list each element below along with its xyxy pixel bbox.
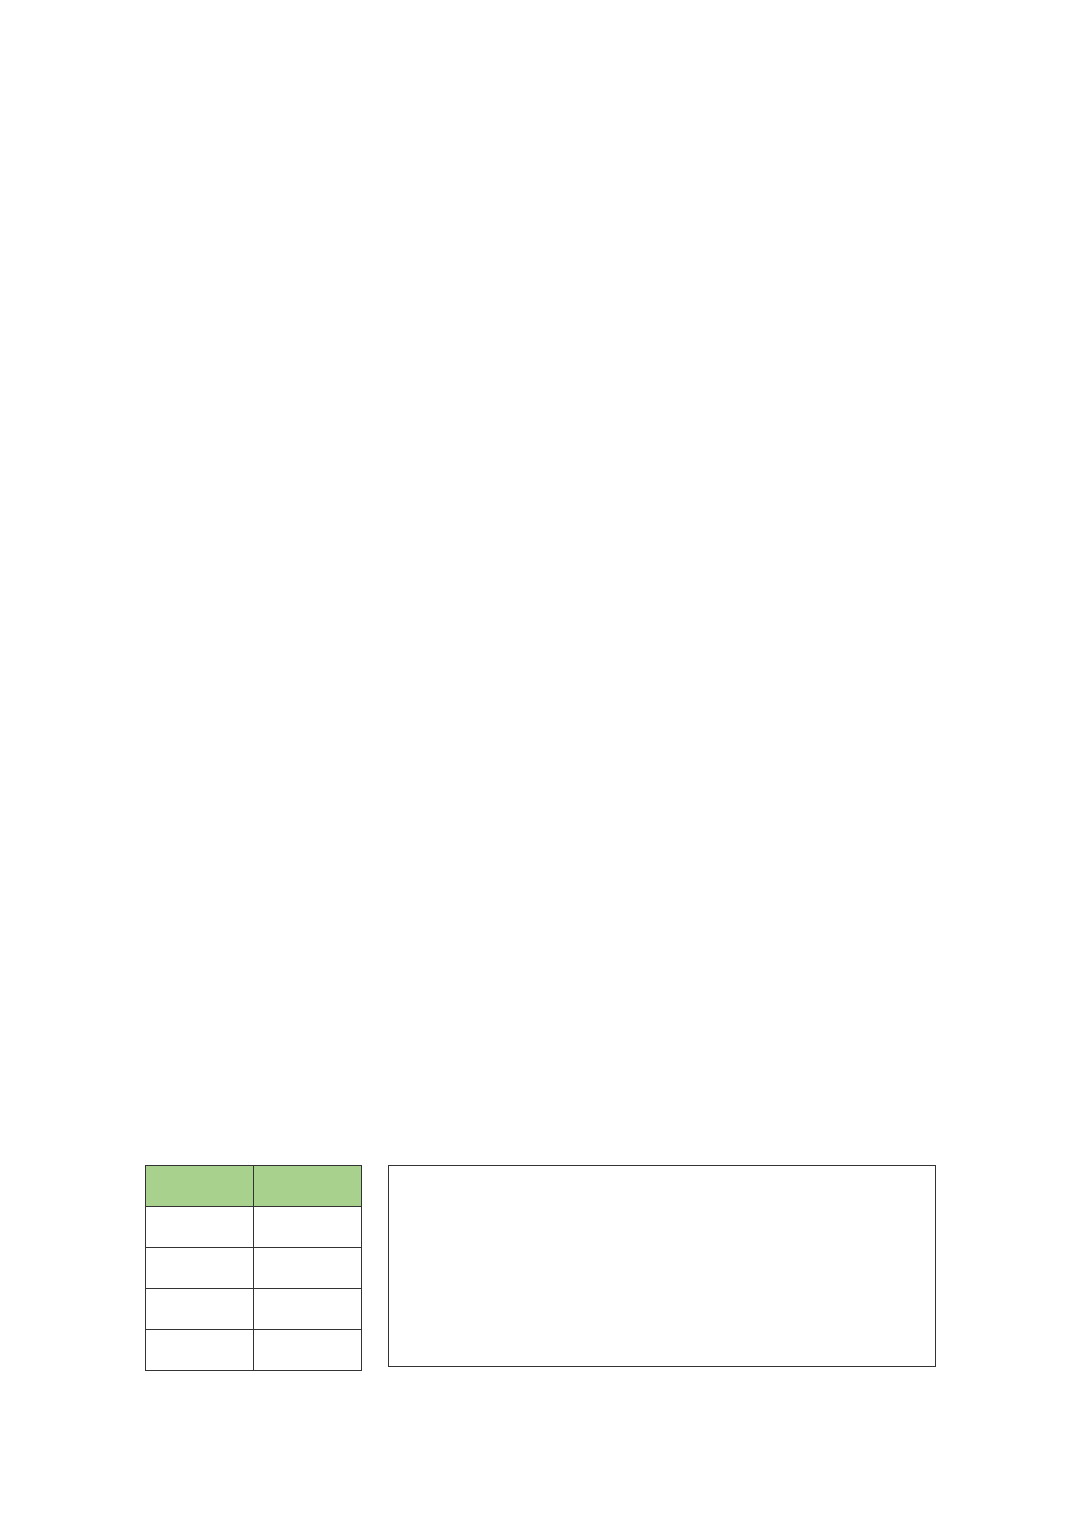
table-9 (145, 1165, 362, 1371)
table-row (146, 1207, 362, 1248)
table-header-cell (254, 1166, 362, 1207)
table-cell (254, 1330, 362, 1371)
table-cell (254, 1289, 362, 1330)
table-cell (254, 1207, 362, 1248)
table-row (146, 1248, 362, 1289)
table-row (146, 1289, 362, 1330)
table-cell (254, 1248, 362, 1289)
table-header-row (146, 1166, 362, 1207)
interview-box (388, 1165, 936, 1367)
table-row (146, 1330, 362, 1371)
table-cell (146, 1207, 254, 1248)
table-cell (146, 1330, 254, 1371)
table-cell (146, 1289, 254, 1330)
table-header-cell (146, 1166, 254, 1207)
table-cell (146, 1248, 254, 1289)
